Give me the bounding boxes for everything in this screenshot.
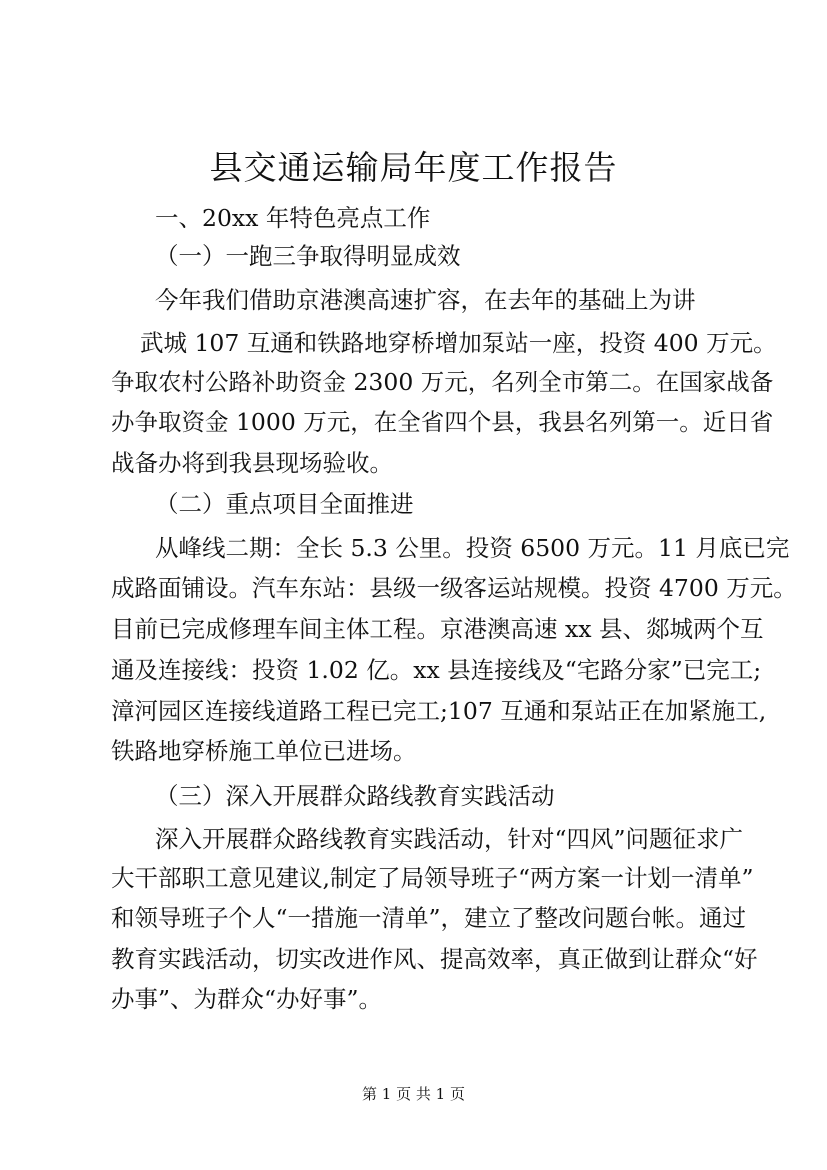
paragraph-line: 大干部职工意见建议,制定了局领导班子“两方案一计划一清单” bbox=[111, 864, 754, 892]
paragraph-line: 通及连接线：投资 1.02 亿。xx 县连接线及“宅路分家”已完工; bbox=[111, 656, 762, 684]
paragraph-line: 目前已完成修理车间主体工程。京港澳高速 xx 县、郯城两个互 bbox=[111, 615, 764, 643]
paragraph-line: 铁路地穿桥施工单位已进场。 bbox=[111, 737, 417, 765]
subsection-heading-2: （二）重点项目全面推进 bbox=[155, 490, 414, 518]
subsection-heading-1: （一）一跑三争取得明显成效 bbox=[155, 242, 461, 270]
subsection-heading-3: （三）深入开展群众路线教育实践活动 bbox=[155, 782, 555, 810]
page-indicator: 第 1 页 共 1 页 bbox=[362, 1085, 465, 1103]
paragraph-line: 办争取资金 1000 万元，在全省四个县，我县名列第一。近日省 bbox=[111, 408, 774, 436]
section-heading-1: 一、20xx 年特色亮点工作 bbox=[155, 204, 431, 232]
paragraph-line: 教育实践活动，切实改进作风、提高效率，真正做到让群众“好 bbox=[111, 945, 758, 973]
paragraph-line: 成路面铺设。汽车东站：县级一级客运站规模。投资 4700 万元。 bbox=[111, 574, 797, 602]
paragraph-line: 今年我们借助京港澳高速扩容，在去年的基础上为讲 bbox=[155, 286, 696, 314]
paragraph-line: 漳河园区连接线道路工程已完工;107 互通和泵站正在加紧施工, bbox=[111, 697, 767, 725]
paragraph-line: 深入开展群众路线教育实践活动，针对“四风”问题征求广 bbox=[155, 825, 744, 853]
paragraph-line: 争取农村公路补助资金 2300 万元，名列全市第二。在国家战备 bbox=[111, 368, 774, 396]
paragraph-line: 办事”、为群众“办好事”。 bbox=[111, 985, 383, 1013]
paragraph-line: 战备办将到我县现场验收。 bbox=[111, 449, 393, 477]
page-title: 县交通运输局年度工作报告 bbox=[209, 148, 618, 187]
paragraph-line: 从峰线二期：全长 5.3 公里。投资 6500 万元。11 月底已完 bbox=[155, 534, 790, 562]
paragraph-line: 武城 107 互通和铁路地穿桥增加泵站一座，投资 400 万元。 bbox=[140, 329, 777, 357]
paragraph-line: 和领导班子个人“一措施一清单”，建立了整改问题台帐。通过 bbox=[111, 904, 747, 932]
